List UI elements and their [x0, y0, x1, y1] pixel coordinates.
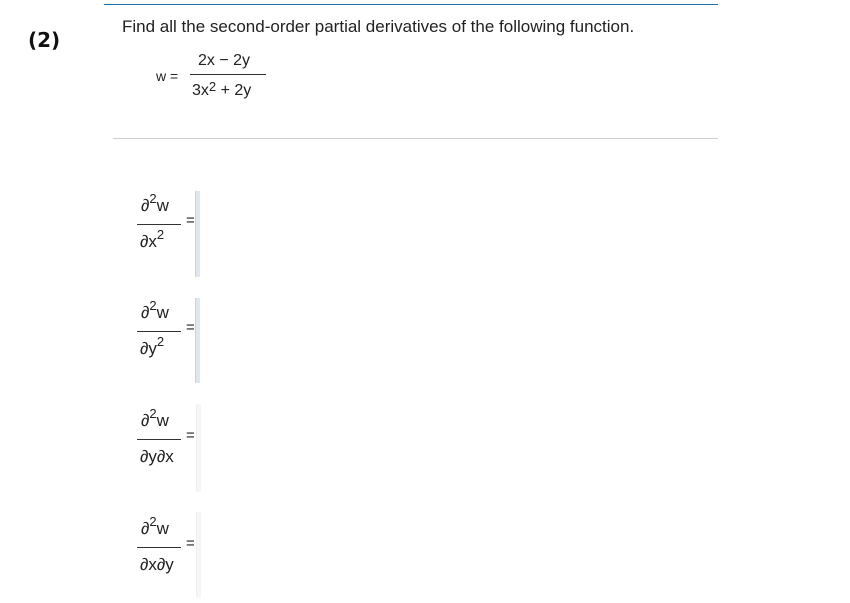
derivative-fraction-bar — [137, 224, 181, 225]
equals-sign: = — [186, 535, 195, 552]
derivative-wyx — [137, 514, 197, 599]
denominator-rest: + 2y — [220, 82, 252, 99]
function-expression — [156, 52, 276, 106]
derivative-fraction-bar — [137, 331, 181, 332]
derivative-wxx — [137, 191, 197, 276]
derivative-denominator: $\partial x^2$ — [140, 227, 165, 251]
derivative-numerator: ∂$^2$w — [141, 298, 169, 322]
answer-input-wyy[interactable] — [195, 298, 200, 383]
derivative-fraction-bar — [137, 439, 181, 440]
function-denominator — [192, 79, 252, 100]
denominator-base: 3x — [192, 82, 209, 99]
denominator-exponent: 2 — [208, 79, 217, 94]
answer-input-wxx[interactable] — [195, 191, 200, 277]
derivative-denominator: ∂x∂y — [140, 555, 174, 574]
instruction-text: Find all the second-order partial derivatives of the following function. — [122, 17, 635, 36]
answer-input-wyx[interactable] — [196, 404, 201, 492]
derivative-fraction-bar — [137, 547, 181, 548]
equals-sign: = — [186, 212, 195, 229]
answer-input-wxy[interactable] — [196, 512, 201, 598]
derivative-denominator: ∂y∂x — [140, 447, 174, 466]
equals-sign: = — [186, 427, 195, 444]
derivative-numerator: ∂$^2$w — [141, 406, 169, 430]
derivative-numerator: ∂$^2$w — [141, 191, 169, 215]
top-divider — [104, 4, 718, 5]
equals-sign: = — [186, 319, 195, 336]
derivative-numerator: ∂$^2$w — [141, 514, 169, 538]
derivative-wxy — [137, 406, 197, 491]
problem-number: (2) — [28, 28, 61, 52]
function-lhs: w = — [156, 68, 179, 84]
derivative-wyy — [137, 298, 197, 383]
derivative-denominator: $\partial y^2$ — [140, 334, 165, 358]
function-fraction-bar — [190, 74, 266, 75]
section-divider — [113, 138, 718, 139]
function-numerator: 2x − 2y — [198, 52, 251, 69]
